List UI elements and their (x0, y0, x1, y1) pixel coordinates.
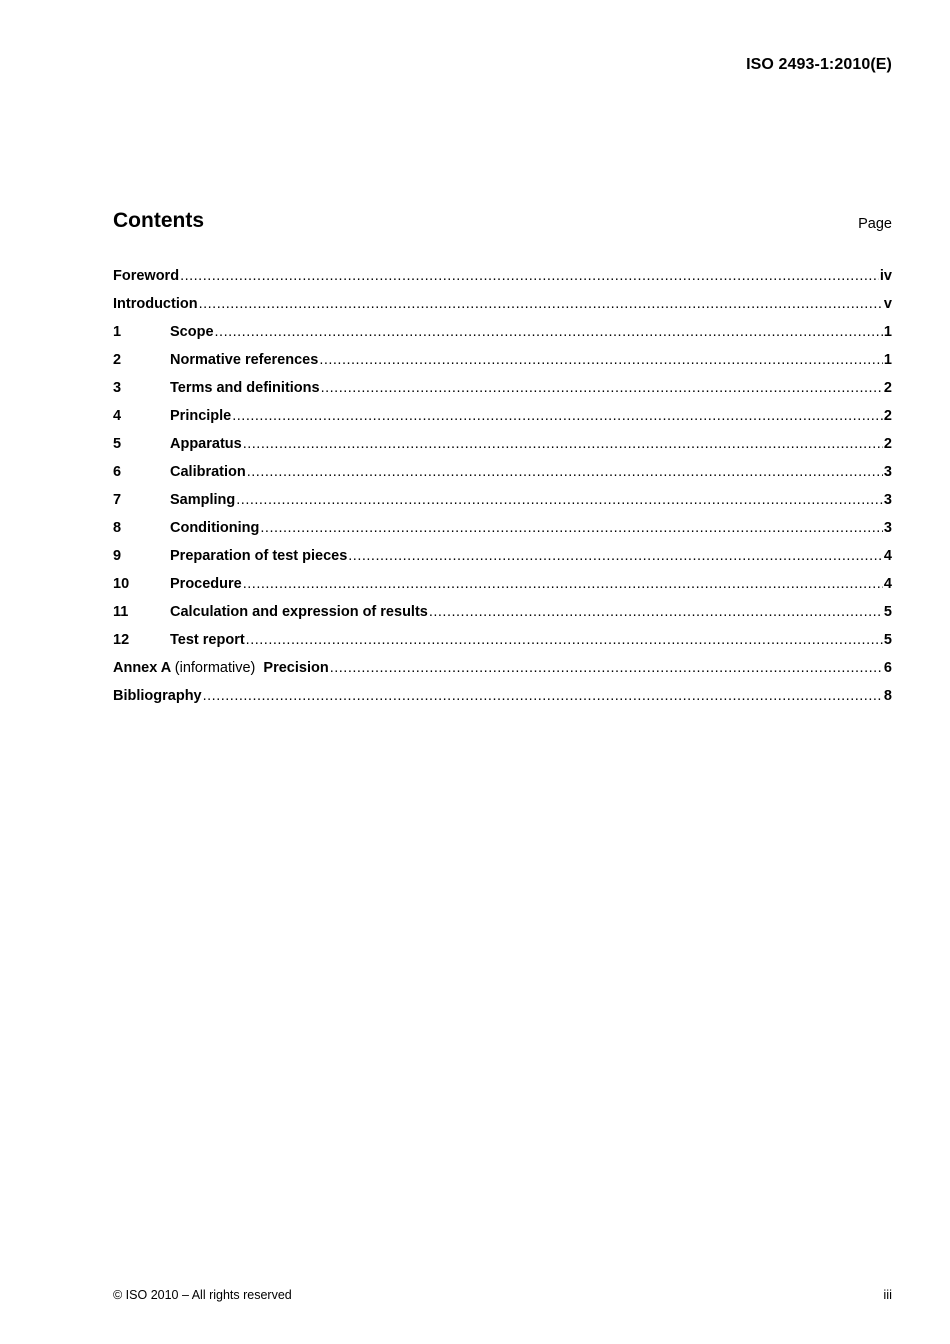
toc-entry-calculation-and-expression-of-results[interactable] (113, 604, 892, 632)
toc-entry-calibration[interactable] (113, 464, 892, 492)
annex-title: Precision (263, 660, 329, 676)
dot-leader (203, 688, 883, 704)
toc-entry-title: Calculation and expression of results (170, 604, 428, 620)
copyright-notice: © ISO 2010 – All rights reserved (113, 1288, 292, 1302)
toc-entry-page: 8 (883, 688, 892, 704)
toc-entry-title: Sampling (170, 492, 236, 508)
toc-entry-page: 3 (883, 492, 892, 508)
toc-entry-number: 2 (113, 352, 122, 368)
toc-entry-annex-a[interactable] (113, 660, 892, 688)
toc-entry-number: 6 (113, 464, 122, 480)
toc-entry-title: Apparatus (170, 436, 242, 452)
toc-entry-apparatus[interactable] (113, 436, 892, 464)
toc-entry-terms-and-definitions[interactable] (113, 380, 892, 408)
toc-entry-number: 12 (113, 632, 130, 648)
table-of-contents (113, 268, 892, 716)
toc-entry-number: 9 (113, 548, 122, 564)
toc-entry-title: Procedure (170, 576, 242, 592)
toc-entry-page: v (883, 296, 892, 312)
toc-entry-number: 8 (113, 520, 122, 536)
toc-entry-page: 3 (883, 520, 892, 536)
dot-leader (330, 660, 883, 676)
dot-leader (243, 436, 883, 452)
dot-leader (236, 492, 883, 508)
toc-entry-number: 11 (113, 604, 129, 620)
toc-entry-principle[interactable] (113, 408, 892, 436)
toc-entry-title: Terms and definitions (170, 380, 320, 396)
toc-entry-number: 5 (113, 436, 122, 452)
dot-leader (246, 632, 883, 648)
dot-leader (429, 604, 883, 620)
toc-entry-page: 4 (883, 548, 892, 564)
page-column-label: Page (858, 216, 892, 232)
dot-leader (247, 464, 883, 480)
toc-entry-number: 1 (113, 324, 122, 340)
toc-entry-test-report[interactable] (113, 632, 892, 660)
toc-entry-title: Calibration (170, 464, 246, 480)
toc-entry-title: Principle (170, 408, 232, 424)
toc-entry-preparation-of-test-pieces[interactable] (113, 548, 892, 576)
dot-leader (321, 380, 883, 396)
page-number: iii (883, 1287, 892, 1302)
toc-entry-title: Foreword (113, 268, 180, 284)
toc-entry-title: Test report (170, 632, 245, 648)
document-id: ISO 2493-1:2010(E) (746, 56, 892, 73)
toc-entry-procedure[interactable] (113, 576, 892, 604)
annex-qualifier: (informative) (174, 660, 256, 676)
toc-entry-page: 2 (883, 380, 892, 396)
dot-leader (260, 520, 883, 536)
dot-leader (243, 576, 883, 592)
dot-leader (180, 268, 879, 284)
toc-entry-title: Conditioning (170, 520, 260, 536)
contents-title: Contents (113, 209, 204, 232)
toc-entry-title: Introduction (113, 296, 198, 312)
dot-leader (215, 324, 883, 340)
dot-leader (348, 548, 883, 564)
toc-entry-title: Scope (170, 324, 214, 340)
dot-leader (232, 408, 883, 424)
toc-entry-page: 2 (883, 408, 892, 424)
dot-leader (199, 296, 883, 312)
toc-entry-number: 7 (113, 492, 122, 508)
toc-entry-page: 3 (883, 464, 892, 480)
toc-entry-number: 3 (113, 380, 122, 396)
toc-entry-page: 4 (883, 576, 892, 592)
toc-entry-number: 4 (113, 408, 122, 424)
toc-entry-page: 5 (883, 632, 892, 648)
toc-entry-title: Bibliography (113, 688, 202, 704)
toc-entry-page: 1 (883, 352, 892, 368)
toc-entry-page: 1 (883, 324, 892, 340)
toc-entry-title: Normative references (170, 352, 319, 368)
toc-entry-number: 10 (113, 576, 130, 592)
toc-entry-foreword[interactable] (113, 268, 892, 296)
toc-entry-introduction[interactable] (113, 296, 892, 324)
dot-leader (319, 352, 883, 368)
toc-entry-bibliography[interactable] (113, 688, 892, 716)
toc-entry-page: 5 (883, 604, 892, 620)
toc-entry-title (113, 660, 329, 676)
toc-entry-page: 2 (883, 436, 892, 452)
toc-entry-scope[interactable] (113, 324, 892, 352)
toc-entry-page: iv (879, 268, 892, 284)
toc-entry-conditioning[interactable] (113, 520, 892, 548)
toc-entry-normative-references[interactable] (113, 352, 892, 380)
annex-label: Annex A (113, 660, 171, 676)
toc-entry-sampling[interactable] (113, 492, 892, 520)
toc-entry-title: Preparation of test pieces (170, 548, 348, 564)
toc-entry-page: 6 (883, 660, 892, 676)
